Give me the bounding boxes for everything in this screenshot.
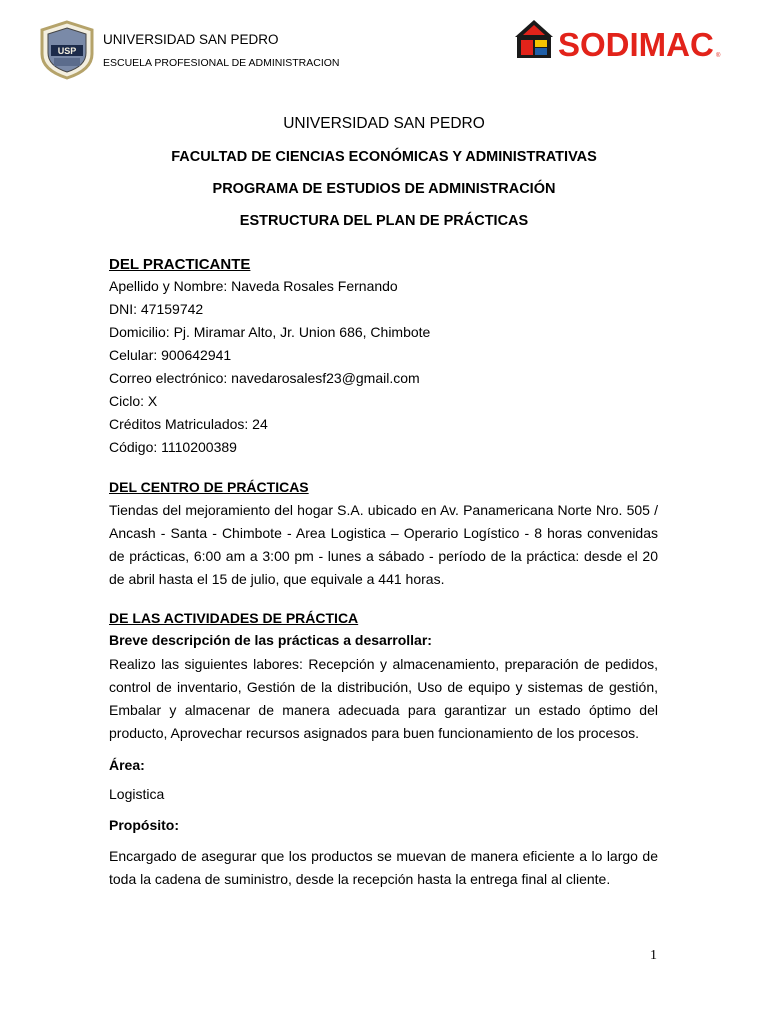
section-heading-practicante: DEL PRACTICANTE bbox=[109, 256, 251, 273]
page-number: 1 bbox=[650, 948, 657, 963]
area-label: Área: bbox=[109, 757, 145, 773]
university-seal-logo bbox=[38, 20, 96, 80]
centro-paragraph: Tiendas del mejoramiento del hogar S.A. ubicado en Av. Panamericana Norte Nro. 505 / Ancash - Santa - Chimbote - Area Logistica – Operario Logístico - 8 horas convenidas de prácticas, 6:00 am a 3:00 pm - lunes a sábado - período de la práctica: desde el 20 de abril hasta el 15 de julio, que equivale a 441 horas. bbox=[109, 502, 658, 587]
actividades-subheading: Breve descripción de las prácticas a desarrollar: bbox=[109, 632, 432, 648]
section-heading-actividades: DE LAS ACTIVIDADES DE PRÁCTICA bbox=[109, 610, 359, 626]
field-dni: DNI: 47159742 bbox=[109, 301, 204, 317]
practicante-fields bbox=[109, 275, 430, 459]
field-email: Correo electrónico: navedarosalesf23@gmail.com bbox=[109, 370, 420, 386]
field-credits: Créditos Matriculados: 24 bbox=[109, 416, 268, 432]
title-program: PROGRAMA DE ESTUDIOS DE ADMINISTRACIÓN bbox=[212, 181, 556, 197]
field-code: Código: 1110200389 bbox=[109, 439, 237, 455]
field-cycle: Ciclo: X bbox=[109, 393, 158, 409]
purpose-paragraph: Encargado de asegurar que los productos se muevan de manera eficiente a lo largo de toda la cadena de suministro, desde la recepción hasta la entrega final al cliente. bbox=[109, 848, 658, 887]
section-heading-centro: DEL CENTRO DE PRÁCTICAS bbox=[109, 479, 309, 495]
title-plan: ESTRUCTURA DEL PLAN DE PRÁCTICAS bbox=[239, 213, 529, 229]
field-phone: Celular: 900642941 bbox=[109, 347, 232, 363]
sodimac-logo-text: SODIMAC bbox=[558, 26, 714, 60]
actividades-paragraph: Realizo las siguientes labores: Recepción y almacenamiento, preparación de pedidos, control de inventario, Gestión de la distribución, Uso de equipo y sistemas de gestión, Embalar y almacenar de manera adecuada para garantizar un estado óptimo del producto, Aprovechar recursos asignados para buen funcionamiento de los procesos. bbox=[109, 656, 658, 741]
header-school-name: ESCUELA PROFESIONAL DE ADMINISTRACION bbox=[103, 57, 340, 69]
title-university: UNIVERSIDAD SAN PEDRO bbox=[283, 115, 485, 132]
field-address: Domicilio: Pj. Miramar Alto, Jr. Union 686, Chimbote bbox=[109, 324, 431, 340]
seal-letters: USP bbox=[57, 46, 77, 56]
area-value: Logistica bbox=[109, 786, 165, 802]
title-faculty: FACULTAD DE CIENCIAS ECONÓMICAS Y ADMINISTRATIVAS bbox=[171, 149, 597, 165]
svg-text:®: ® bbox=[716, 53, 721, 59]
sodimac-logo bbox=[512, 18, 724, 60]
field-name: Apellido y Nombre: Naveda Rosales Fernando bbox=[109, 278, 398, 294]
header-university-name: UNIVERSIDAD SAN PEDRO bbox=[103, 32, 279, 47]
purpose-label: Propósito: bbox=[109, 817, 179, 833]
